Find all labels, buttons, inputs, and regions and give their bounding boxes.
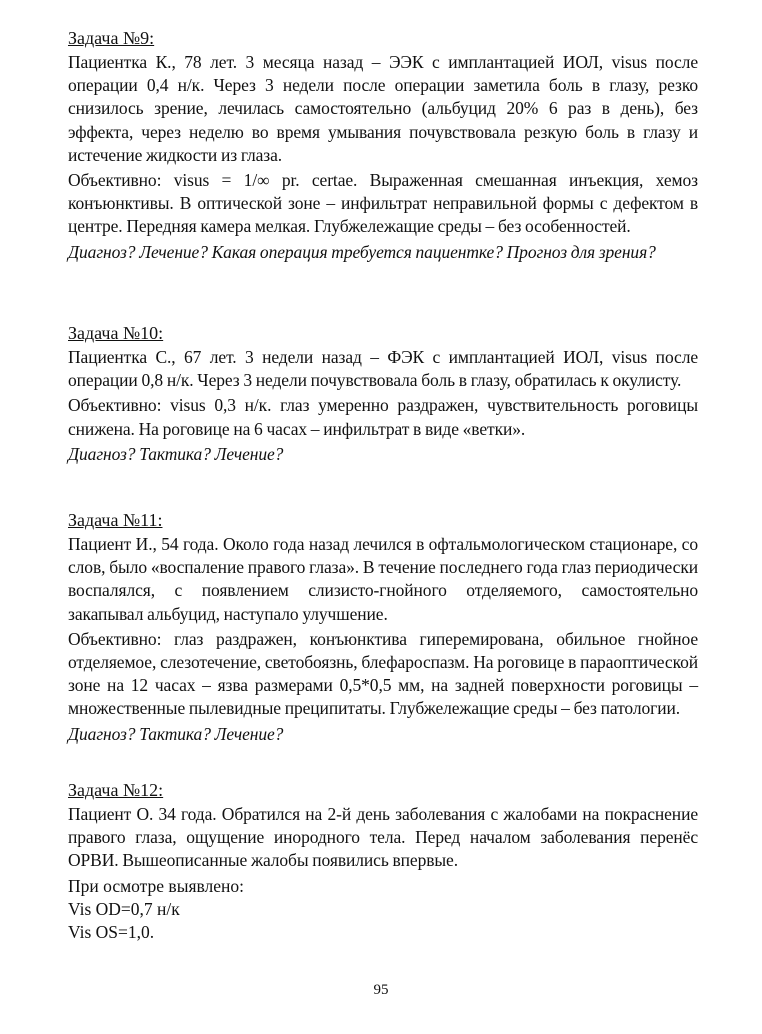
- task-heading: Задача №10:: [68, 323, 164, 343]
- case-description: Пациент И., 54 года. Около года назад лечился в офтальмологическом стационаре, со слов, было «воспаление правого глаза». В течение последнего года глаз периодически воспалялся, с появлением слизисто-гнойного отделяемого, самостоятельно закапывал альбуцид, наступало улучшение.: [68, 534, 698, 624]
- exam-line: При осмотре выявлено:: [68, 875, 245, 896]
- objective-findings: Объективно: глаз раздражен, конъюнктива гиперемирована, обильное гнойное отделяемое, слезотечение, светобоязнь, блефароспазм. На роговице в параоптической зоне на 12 часах – язва размерами 0,5*0,5 мм, на задней поверхности роговицы – множественные пылевидные преципитаты. Глубжележащие среды – без патологии.: [68, 628, 698, 719]
- task-question: Диагноз? Тактика? Лечение?: [68, 443, 284, 464]
- case-description: Пациентка К., 78 лет. 3 месяца назад – ЭЭК с имплантацией ИОЛ, visus после операции 0,4 н/к. Через 3 недели после операции заметила боль в глазу, резко снизилось зрение, лечилась самостоятельно (альбуцид 20% 6 раз в день), без эффекта, через неделю во время умывания почувствовала резкую боль в глазу и истечение жидкости из глаза.: [68, 52, 698, 165]
- task-question: Диагноз? Тактика? Лечение?: [68, 723, 284, 744]
- task-heading: Задача №11:: [68, 510, 163, 530]
- task-12: [68, 779, 698, 944]
- task-10: [68, 322, 698, 468]
- objective-findings: Объективно: visus = 1/∞ pr. certae. Выраженная смешанная инъекция, хемоз конъюнктивы. В оптической зоне – инфильтрат неправильной формы с дефектом в центре. Передняя камера мелкая. Глубжележащие среды – без особенностей.: [68, 170, 698, 237]
- exam-line: Vis OS=1,0.: [68, 922, 155, 943]
- case-description: Пациентка С., 67 лет. 3 недели назад – ФЭК с имплантацией ИОЛ, visus после операции 0,8 н/к. Через 3 недели почувствовала боль в глазу, обратилась к окулисту.: [68, 347, 698, 391]
- task-11: [68, 509, 698, 748]
- task-heading: Задача №9:: [68, 28, 155, 48]
- objective-findings: Объективно: visus 0,3 н/к. глаз умеренно раздражен, чувствительность роговицы снижена. На роговице на 6 часах – инфильтрат в виде «ветки».: [68, 395, 698, 439]
- exam-line: Vis OD=0,7 н/к: [68, 898, 180, 919]
- page-number: 95: [373, 982, 389, 998]
- task-heading: Задача №12:: [68, 780, 164, 800]
- case-description: Пациент О. 34 года. Обратился на 2-й день заболевания с жалобами на покраснение правого глаза, ощущение инородного тела. Перед началом заболевания перенёс ОРВИ. Вышеописанные жалобы появились впервые.: [68, 804, 698, 871]
- task-question: Диагноз? Лечение? Какая операция требуется пациентке? Прогноз для зрения?: [68, 241, 656, 262]
- task-9: [68, 27, 698, 266]
